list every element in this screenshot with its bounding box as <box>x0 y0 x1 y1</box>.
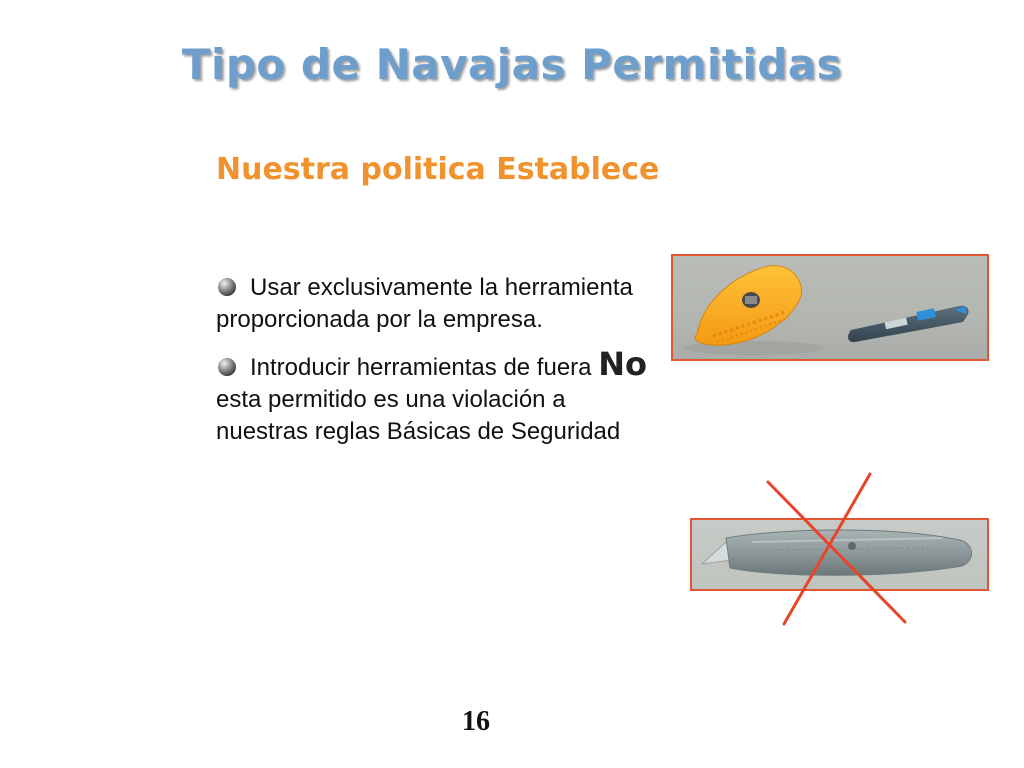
bullet-text: Usar exclusivamente la herramienta proporcionada por la empresa. <box>216 274 633 333</box>
emphasis-no: No <box>598 345 647 383</box>
bullet-item-outside-tools <box>216 345 656 448</box>
bullet-item-exclusive-tool <box>216 272 656 336</box>
allowed-tools-photo <box>671 254 989 361</box>
safety-cutters-illustration <box>673 256 987 359</box>
sphere-bullet-icon <box>218 358 236 376</box>
slide-title: Tipo de Navajas Permitidas <box>181 40 843 89</box>
bullet-text-after: esta permitido es una violación a nuestras reglas Básicas de Seguridad <box>216 386 621 445</box>
forbidden-cross-icon <box>750 470 920 630</box>
sphere-bullet-icon <box>218 278 236 296</box>
slide-subtitle: Nuestra politica Establece <box>216 152 660 187</box>
page-number: 16 <box>462 706 490 737</box>
bullet-list <box>216 272 656 460</box>
bullet-text-before: Introducir herramientas de fuera <box>250 354 599 381</box>
